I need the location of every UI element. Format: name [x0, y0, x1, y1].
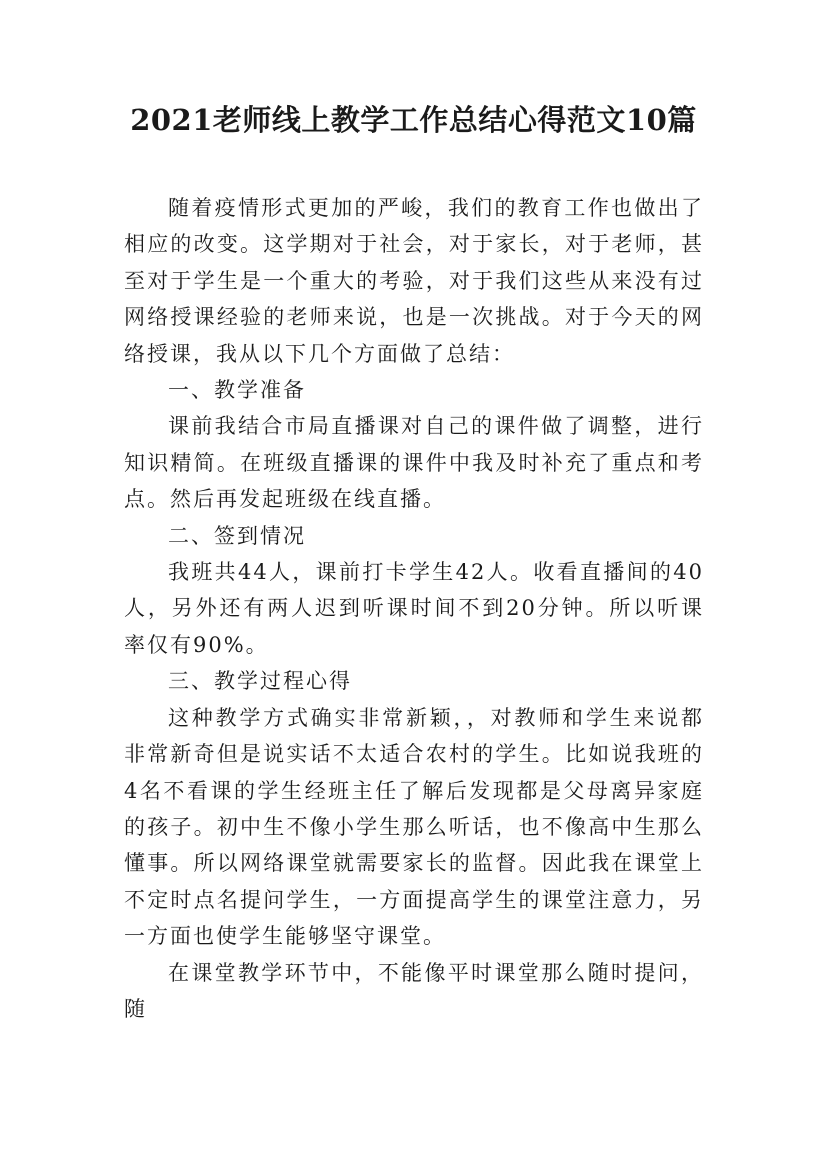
document-body [124, 190, 704, 1027]
paragraph-teaching-process: 这种教学方式确实非常新颖，，对教师和学生来说都非常新奇但是说实话不太适合农村的学生。比如说我班的4名不看课的学生经班主任了解后发现都是父母离异家庭的孩子。初中生不像小学生那么听话，也不像高中生那么懂事。所以网络课堂就需要家长的监督。因此我在课堂上不定时点名提问学生，一方面提高学生的课堂注意力，另一方面也使学生能够坚守课堂。 [124, 705, 704, 949]
paragraph-attendance: 我班共44人，课前打卡学生42人。收看直播间的40人，另外还有两人迟到听课时间不到20分钟。所以听课率仅有90%。 [124, 560, 704, 657]
section-heading-teaching-process: 三、教学过程心得 [168, 669, 352, 694]
section-heading-attendance: 二、签到情况 [168, 523, 306, 548]
paragraph-intro: 随着疫情形式更加的严峻，我们的教育工作也做出了相应的改变。这学期对于社会，对于家长，对于老师，甚至对于学生是一个重大的考验，对于我们这些从来没有过网络授课经验的老师来说，也是一次挑战。对于今天的网络授课，我从以下几个方面做了总结： [124, 196, 704, 366]
document-title: 2021老师线上教学工作总结心得范文10篇 [130, 103, 697, 137]
paragraph-teaching-preparation: 课前我结合市局直播课对自己的课件做了调整，进行知识精简。在班级直播课的课件中我及时补充了重点和考点。然后再发起班级在线直播。 [124, 414, 704, 512]
paragraph-classroom-teaching: 在课堂教学环节中，不能像平时课堂那么随时提问，随 [124, 960, 704, 1021]
section-heading-teaching-preparation: 一、教学准备 [168, 378, 306, 403]
